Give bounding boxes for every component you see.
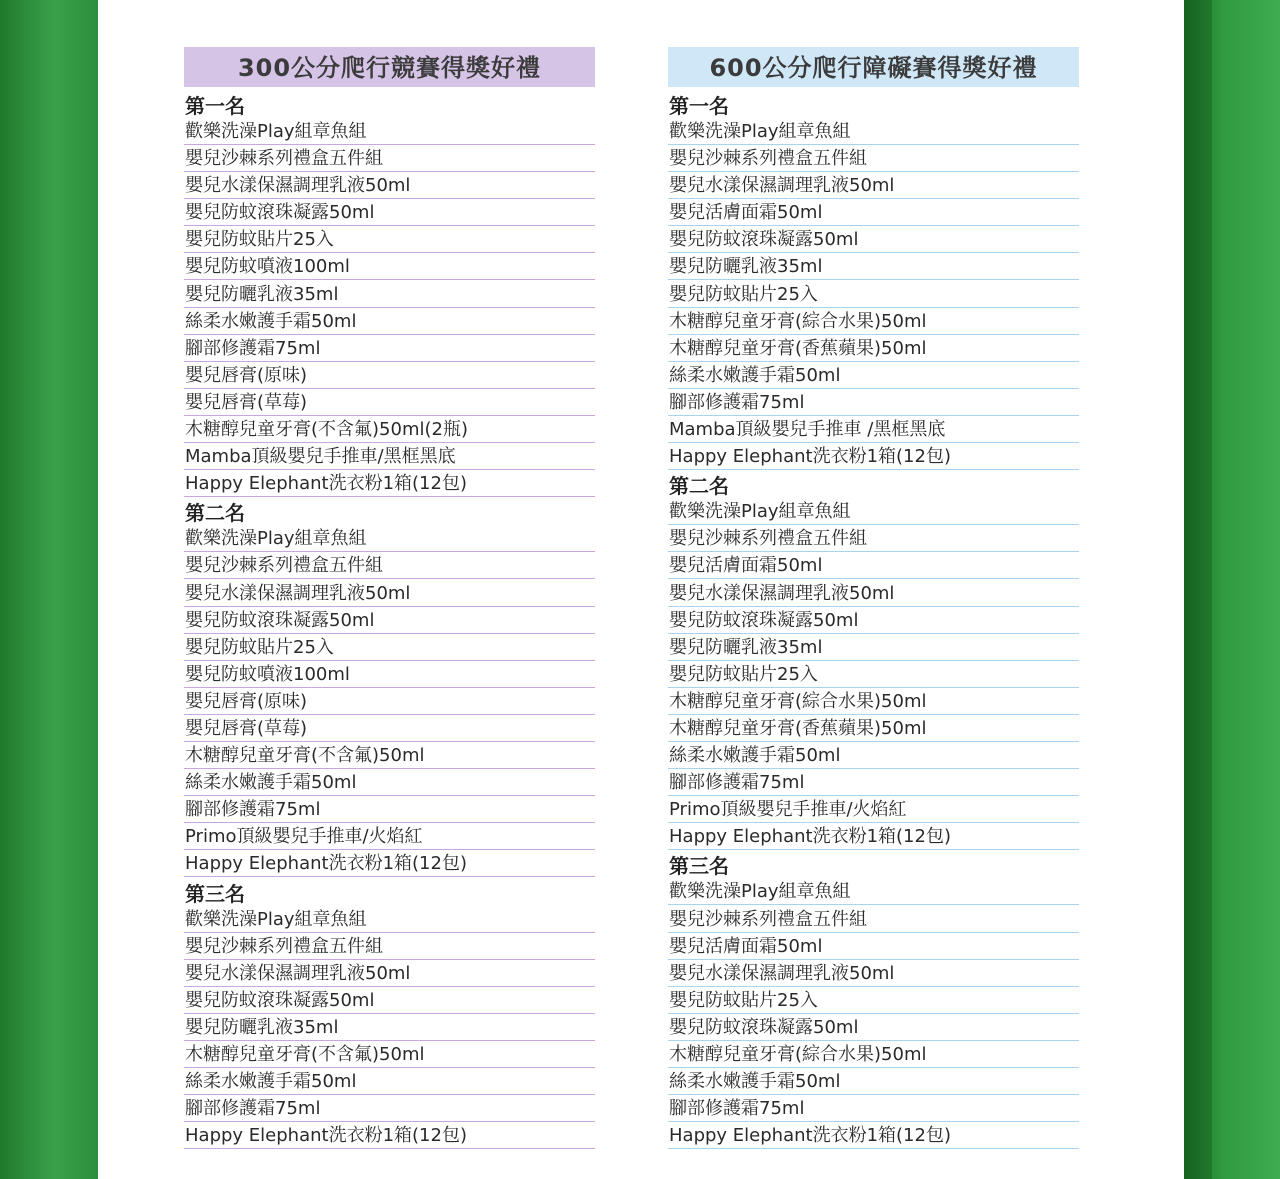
prize-item: 嬰兒防蚊噴液100ml xyxy=(184,254,595,280)
prize-item: 嬰兒防曬乳液35ml xyxy=(184,1015,595,1041)
prize-item: 嬰兒唇膏(原味) xyxy=(184,363,595,389)
rank-heading: 第二名 xyxy=(669,474,729,499)
prize-rank-section xyxy=(184,879,595,1150)
prize-item: 嬰兒防蚊滾珠凝露50ml xyxy=(184,988,595,1014)
prize-item: 歡樂洗澡Play組章魚組 xyxy=(668,879,1079,905)
prize-sections xyxy=(184,91,595,1149)
prize-item: 嬰兒防蚊貼片25入 xyxy=(184,635,595,661)
rank-heading: 第一名 xyxy=(185,94,245,118)
prize-rank-section xyxy=(668,91,1079,470)
prize-item: 嬰兒防蚊滾珠凝露50ml xyxy=(668,608,1079,634)
prize-item: 嬰兒防蚊噴液100ml xyxy=(184,662,595,688)
prize-item: 嬰兒沙棘系列禮盒五件組 xyxy=(184,553,595,579)
prize-column-600cm xyxy=(668,47,1079,1150)
prize-item: 歡樂洗澡Play組章魚組 xyxy=(668,119,1079,145)
prize-item: 嬰兒防蚊貼片25入 xyxy=(184,227,595,253)
prize-item: 木糖醇兒童牙膏(不含氟)50ml(2瓶) xyxy=(184,417,595,443)
prize-item: 嬰兒沙棘系列禮盒五件組 xyxy=(668,907,1079,933)
prize-item: Happy Elephant洗衣粉1箱(12包) xyxy=(668,444,1079,470)
prize-item: 嬰兒防蚊滾珠凝露50ml xyxy=(668,1015,1079,1041)
prize-item: 嬰兒活膚面霜50ml xyxy=(668,200,1079,226)
prize-item: 腳部修護霜75ml xyxy=(668,1096,1079,1122)
prize-item: 嬰兒唇膏(草莓) xyxy=(184,716,595,742)
prize-item: Primo頂級嬰兒手推車/火焰紅 xyxy=(184,824,595,850)
prize-item: 木糖醇兒童牙膏(不含氟)50ml xyxy=(184,1042,595,1068)
prize-item: 嬰兒活膚面霜50ml xyxy=(668,934,1079,960)
prize-item: Happy Elephant洗衣粉1箱(12包) xyxy=(668,1123,1079,1149)
rank-heading: 第三名 xyxy=(669,854,729,879)
prize-item: Primo頂級嬰兒手推車/火焰紅 xyxy=(668,797,1079,823)
prize-item: 腳部修護霜75ml xyxy=(184,1096,595,1122)
prize-item: 木糖醇兒童牙膏(綜合水果)50ml xyxy=(668,689,1079,715)
prize-item: 絲柔水嫩護手霜50ml xyxy=(184,770,595,796)
prize-item: 嬰兒唇膏(草莓) xyxy=(184,390,595,416)
prize-item: 嬰兒水漾保濕調理乳液50ml xyxy=(184,581,595,607)
prize-sections xyxy=(668,91,1079,1149)
left-green-border xyxy=(0,0,98,1179)
prize-item: 嬰兒沙棘系列禮盒五件組 xyxy=(668,146,1079,172)
prize-item: 木糖醇兒童牙膏(香蕉蘋果)50ml xyxy=(668,336,1079,362)
prize-item: 歡樂洗澡Play組章魚組 xyxy=(184,907,595,933)
prize-rank-section xyxy=(668,471,1079,850)
prize-item: 嬰兒活膚面霜50ml xyxy=(668,553,1079,579)
content-panel xyxy=(98,0,1184,1179)
prize-item: 嬰兒防曬乳液35ml xyxy=(184,282,595,308)
prize-item: 木糖醇兒童牙膏(香蕉蘋果)50ml xyxy=(668,716,1079,742)
prize-item: 嬰兒水漾保濕調理乳液50ml xyxy=(184,173,595,199)
prize-item: 絲柔水嫩護手霜50ml xyxy=(668,743,1079,769)
prize-item: 木糖醇兒童牙膏(綜合水果)50ml xyxy=(668,309,1079,335)
prize-item: 嬰兒沙棘系列禮盒五件組 xyxy=(184,146,595,172)
prize-rank-section xyxy=(184,91,595,497)
prize-item: 腳部修護霜75ml xyxy=(184,336,595,362)
prize-item: 嬰兒防蚊滾珠凝露50ml xyxy=(668,227,1079,253)
prize-item: Happy Elephant洗衣粉1箱(12包) xyxy=(184,471,595,497)
rank-heading: 第一名 xyxy=(669,94,729,118)
prize-item: 腳部修護霜75ml xyxy=(668,770,1079,796)
prize-item: 嬰兒沙棘系列禮盒五件組 xyxy=(184,934,595,960)
prize-item: 歡樂洗澡Play組章魚組 xyxy=(184,526,595,552)
rank-heading: 第二名 xyxy=(185,501,245,526)
prize-item: 腳部修護霜75ml xyxy=(668,390,1079,416)
prize-item: 絲柔水嫩護手霜50ml xyxy=(668,363,1079,389)
prize-item: Happy Elephant洗衣粉1箱(12包) xyxy=(184,851,595,877)
prize-item: 嬰兒沙棘系列禮盒五件組 xyxy=(668,526,1079,552)
prize-item: 嬰兒水漾保濕調理乳液50ml xyxy=(184,961,595,987)
prize-rank-section xyxy=(184,498,595,877)
column-title: 300公分爬行競賽得獎好禮 xyxy=(184,47,595,87)
prize-item: 嬰兒防蚊貼片25入 xyxy=(668,662,1079,688)
prize-item: 絲柔水嫩護手霜50ml xyxy=(184,309,595,335)
prize-item: Happy Elephant洗衣粉1箱(12包) xyxy=(184,1123,595,1149)
prize-item: 絲柔水嫩護手霜50ml xyxy=(184,1069,595,1095)
right-border-stripe xyxy=(1184,0,1212,1179)
prize-item: 嬰兒水漾保濕調理乳液50ml xyxy=(668,581,1079,607)
prize-item: Mamba頂級嬰兒手推車/黑框黑底 xyxy=(184,444,595,470)
prize-rank-section xyxy=(668,851,1079,1149)
prize-item: 歡樂洗澡Play組章魚組 xyxy=(668,499,1079,525)
prize-item: 嬰兒唇膏(原味) xyxy=(184,689,595,715)
prize-item: 木糖醇兒童牙膏(綜合水果)50ml xyxy=(668,1042,1079,1068)
rank-heading: 第三名 xyxy=(185,881,245,906)
prize-item: Mamba頂級嬰兒手推車 /黑框黑底 xyxy=(668,417,1079,443)
prize-item: 嬰兒防曬乳液35ml xyxy=(668,635,1079,661)
prize-item: Happy Elephant洗衣粉1箱(12包) xyxy=(668,824,1079,850)
prize-item: 嬰兒水漾保濕調理乳液50ml xyxy=(668,173,1079,199)
prize-item: 絲柔水嫩護手霜50ml xyxy=(668,1069,1079,1095)
right-green-border xyxy=(1184,0,1280,1179)
prize-item: 嬰兒防蚊貼片25入 xyxy=(668,988,1079,1014)
column-title: 600公分爬行障礙賽得獎好禮 xyxy=(668,47,1079,87)
prize-item: 腳部修護霜75ml xyxy=(184,797,595,823)
prize-item: 嬰兒防蚊滾珠凝露50ml xyxy=(184,200,595,226)
prize-item: 嬰兒防蚊滾珠凝露50ml xyxy=(184,608,595,634)
prize-item: 嬰兒防曬乳液35ml xyxy=(668,254,1079,280)
prize-item: 木糖醇兒童牙膏(不含氟)50ml xyxy=(184,743,595,769)
prize-item: 嬰兒防蚊貼片25入 xyxy=(668,282,1079,308)
prize-item: 歡樂洗澡Play組章魚組 xyxy=(184,119,595,145)
prize-column-300cm xyxy=(184,47,595,1150)
prize-item: 嬰兒水漾保濕調理乳液50ml xyxy=(668,961,1079,987)
